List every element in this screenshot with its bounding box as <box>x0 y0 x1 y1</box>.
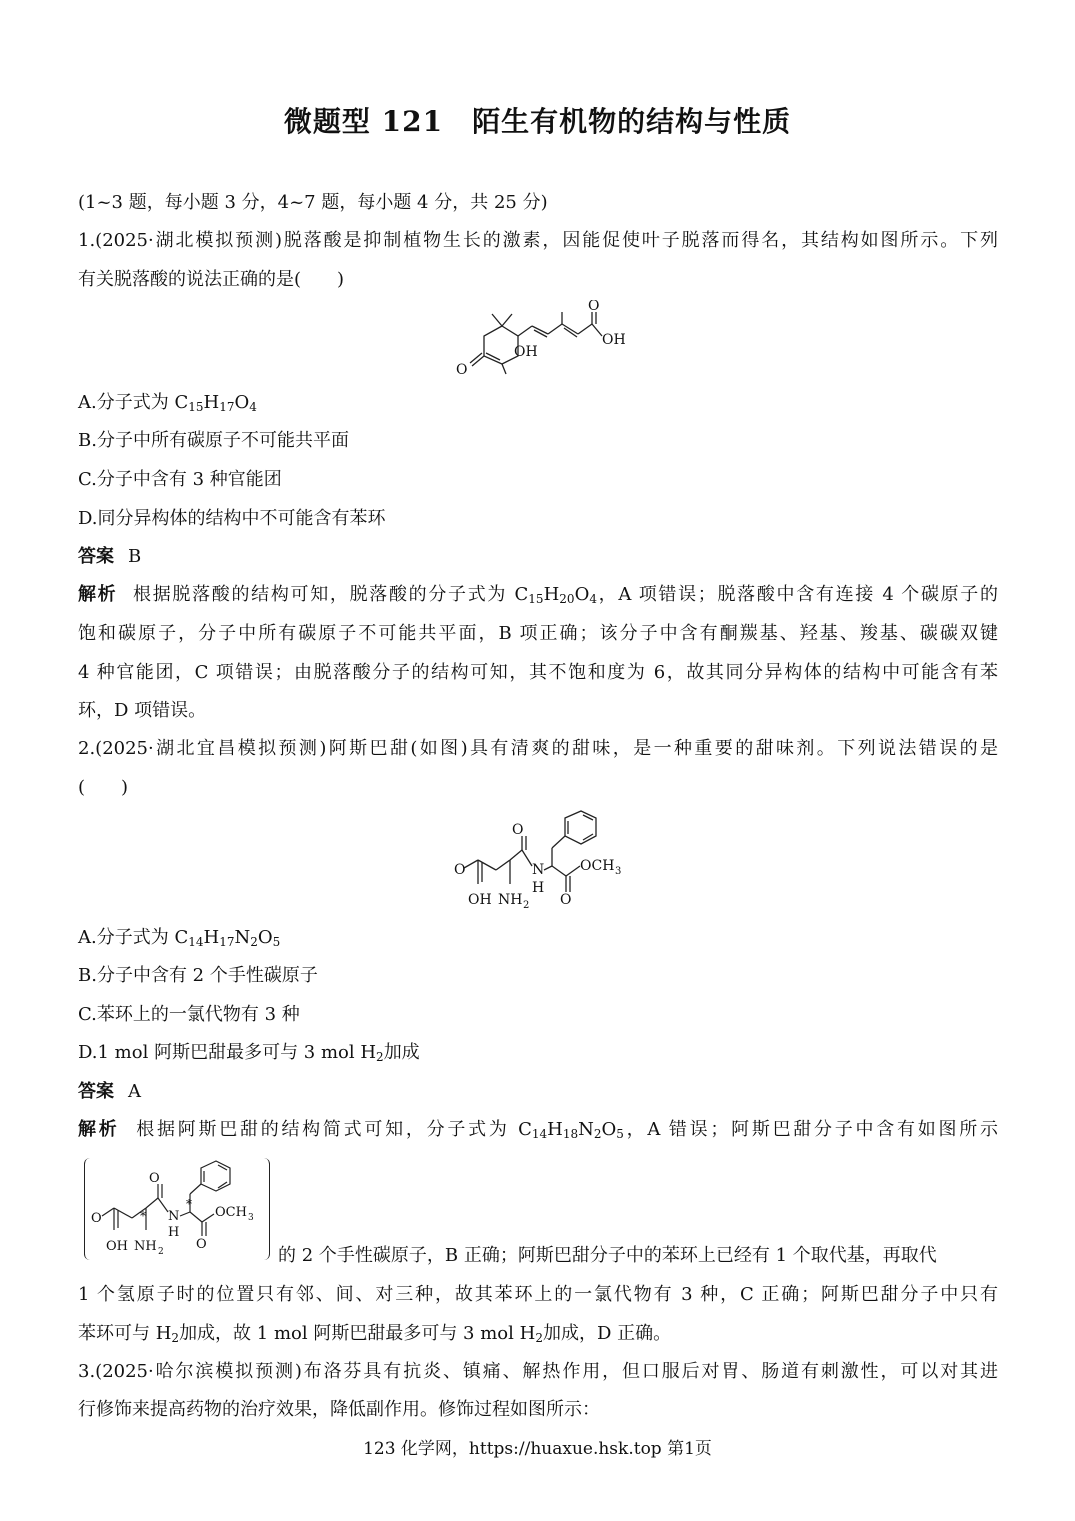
svg-text:O: O <box>560 892 572 908</box>
svg-text:OCH: OCH <box>580 858 615 874</box>
svg-text:NH: NH <box>134 1239 157 1254</box>
q2-stem-line2: ( ) <box>78 777 129 798</box>
chiral-star-1: * <box>140 1209 146 1223</box>
aspartame-structure <box>452 808 632 916</box>
q1-analysis-line1: 解析 根据脱落酸的结构可知，脱落酸的分子式为 $C_{15}H_{20}O_4$，A 项错误；脱落酸中含有连接 4 个碳原子的 <box>78 584 998 606</box>
svg-text:N: N <box>168 1209 180 1224</box>
svg-text:2: 2 <box>523 900 530 911</box>
svg-text:OH: OH <box>106 1239 128 1254</box>
svg-text:3: 3 <box>248 1213 254 1223</box>
q1-mol-oh2-label: OH <box>602 332 626 348</box>
q1-mol-o-label: O <box>456 362 468 378</box>
q3-stem-line1: 3.(2025·哈尔滨模拟预测)布洛芬具有抗炎、镇痛、解热作用，但口服后对胃、肠道有刺激性，可以对其进 <box>78 1361 998 1382</box>
svg-text:OCH: OCH <box>215 1205 247 1220</box>
q2-option-c: C.苯环上的一氯代物有 3 种 <box>78 1004 300 1025</box>
q2-analysis-line3: 1 个氢原子时的位置只有邻、间、对三种，故其苯环上的一氯代物有 3 种，C 正确；阿斯巴甜分子中只有 <box>78 1284 998 1305</box>
q2-option-b: B.分子中含有 2 个手性碳原子 <box>78 965 318 986</box>
svg-text:N: N <box>532 862 545 878</box>
aspartame-chiral-structure <box>88 1158 266 1260</box>
q1-option-c: C.分子中含有 3 种官能团 <box>78 469 282 490</box>
page-footer: 123 化学网，https://huaxue.hsk.top 第1页 <box>363 1439 712 1459</box>
q3-stem-line2: 行修饰来提高药物的治疗效果，降低副作用。修饰过程如图所示： <box>78 1399 600 1420</box>
svg-text:H: H <box>532 880 545 896</box>
scoring-note: (1~3 题，每小题 3 分，4~7 题，每小题 4 分，共 25 分) <box>78 192 548 213</box>
q2-analysis-line2: 的 2 个手性碳原子，B 正确；阿斯巴甜分子中的苯环上已经有 1 个取代基，再取代 <box>278 1245 937 1266</box>
q1-mol-oh-label: OH <box>514 344 538 360</box>
page-title: 微题型 121 陌生有机物的结构与性质 <box>283 105 792 138</box>
q1-option-d: D.同分异构体的结构中不可能含有苯环 <box>78 508 386 529</box>
q1-option-a: A.分子式为 $C_{15}H_{17}O_4$ <box>78 392 257 414</box>
q1-option-b: B.分子中所有碳原子不可能共平面 <box>78 430 349 451</box>
answer-label: 答案 <box>78 546 114 567</box>
q1-mol-o2-label: O <box>588 300 600 314</box>
q2-analysis-line1: 解析 根据阿斯巴甜的结构简式可知，分子式为 $C_{14}H_{18}N_2O_5$，A 错误；阿斯巴甜分子中含有如图所示 <box>78 1119 998 1141</box>
q1-stem-line2: 有关脱落酸的说法正确的是( ) <box>78 269 345 290</box>
svg-text:O: O <box>149 1171 160 1186</box>
svg-text:O: O <box>196 1237 207 1252</box>
svg-text:O: O <box>91 1211 102 1226</box>
svg-text:2: 2 <box>158 1247 164 1257</box>
svg-text:O: O <box>454 862 466 878</box>
svg-text:H: H <box>168 1225 180 1240</box>
svg-text:NH: NH <box>498 892 523 908</box>
q1-analysis-line4: 环，D 项错误。 <box>78 700 207 721</box>
svg-text:3: 3 <box>615 866 622 877</box>
q2-analysis-line4: 苯环可与 $H_2$加成，故 1 mol 阿斯巴甜最多可与 3 mol $H_2$加成，D 正确。 <box>78 1323 672 1345</box>
q1-analysis-line2: 饱和碳原子，分子中所有碳原子不可能共平面，B 项正确；该分子中含有酮羰基、羟基、羧基、碳碳双键 <box>78 623 998 644</box>
q1-answer: 答案 B <box>78 546 142 567</box>
q2-answer: 答案 A <box>78 1081 141 1102</box>
svg-text:OH: OH <box>468 892 492 908</box>
chiral-star-2: * <box>186 1197 192 1211</box>
q1-stem-line1: 1.(2025·湖北模拟预测)脱落酸是抑制植物生长的激素，因能促使叶子脱落而得名，其结构如图所示。下列 <box>78 230 998 251</box>
svg-text:O: O <box>512 822 524 838</box>
q2-option-d: D.1 mol 阿斯巴甜最多可与 3 mol $H_2$加成 <box>78 1042 420 1064</box>
q2-option-a: A.分子式为 $C_{14}H_{17}N_2O_5$ <box>78 927 281 949</box>
q1-analysis-line3: 4 种官能团，C 项错误；由脱落酸分子的结构可知，其不饱和度为 6，故其同分异构体的结构中可能含有苯 <box>78 662 998 683</box>
q2-stem-line1: 2.(2025·湖北宜昌模拟预测)阿斯巴甜(如图)具有清爽的甜味，是一种重要的甜味剂。下列说法错误的是 <box>78 738 998 759</box>
abscisic-acid-structure <box>450 300 630 382</box>
